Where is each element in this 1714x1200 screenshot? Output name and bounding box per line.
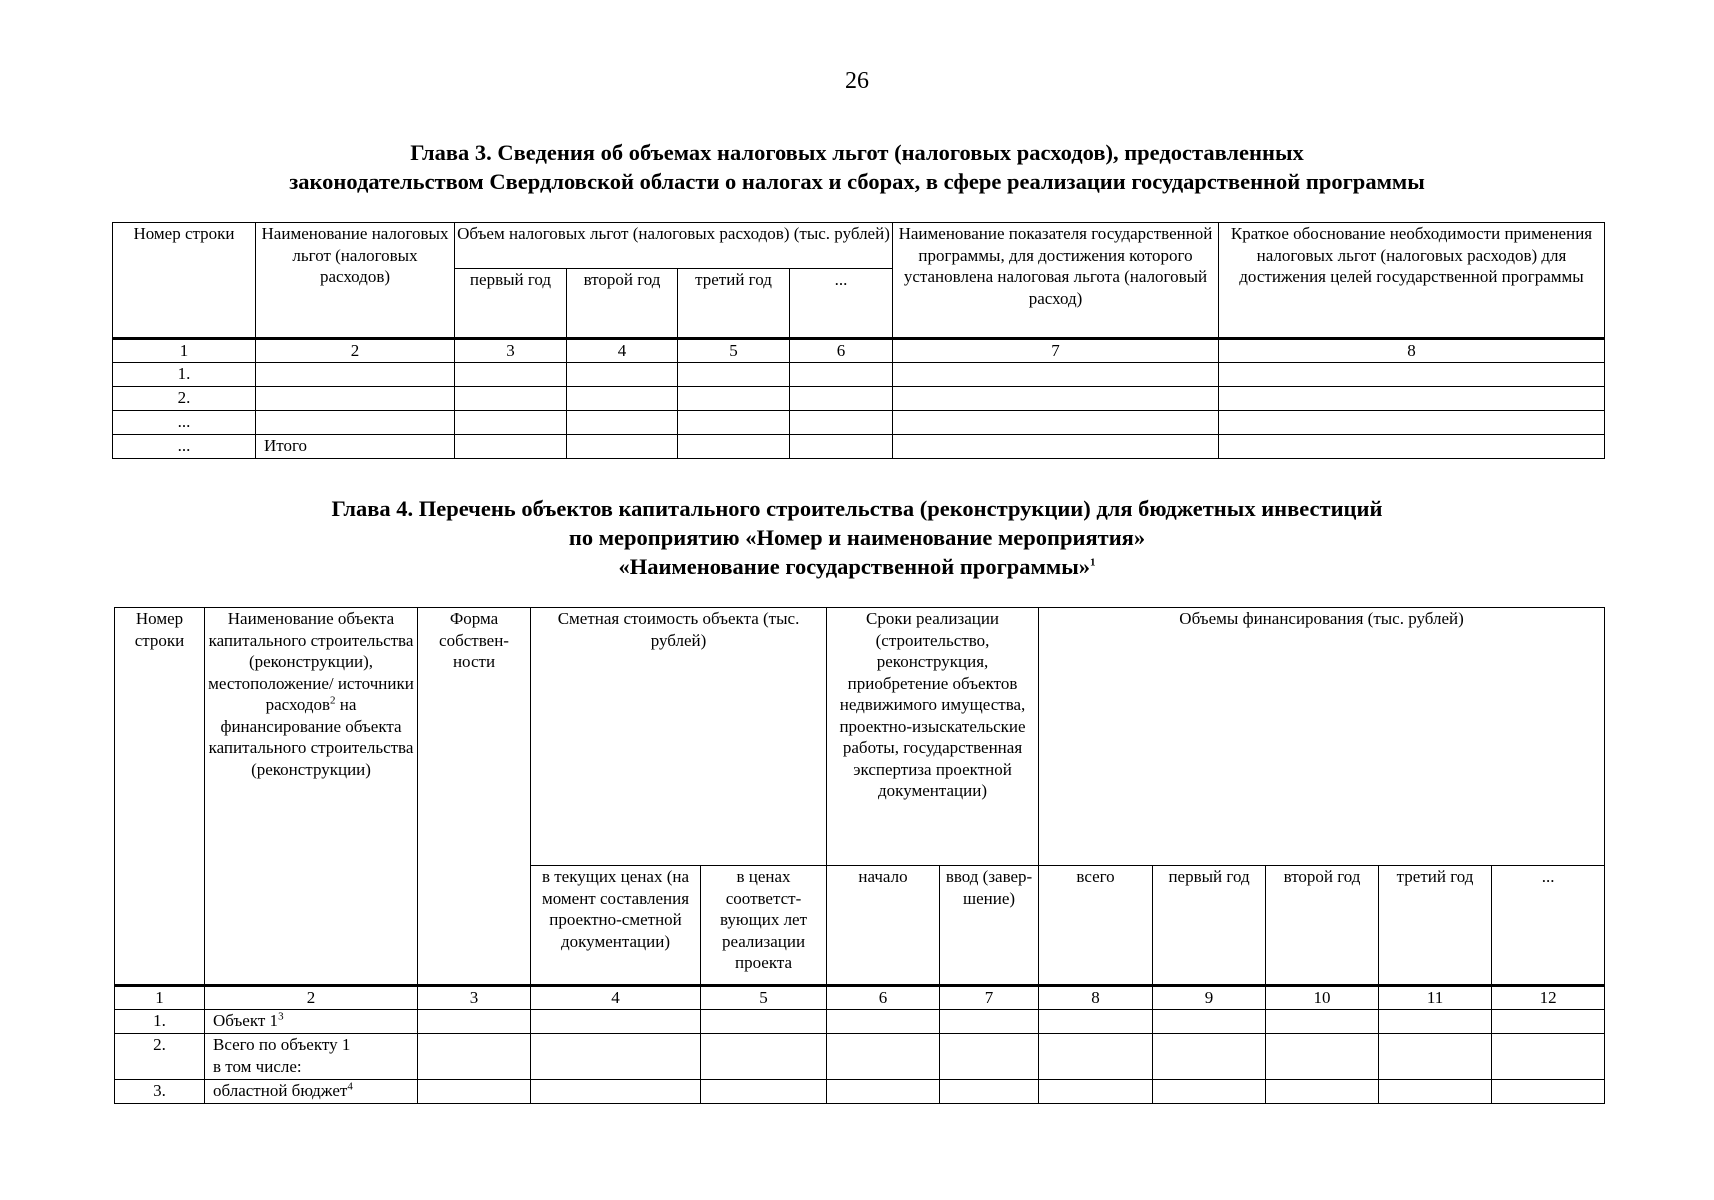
chapter4-title-line-2: по мероприятию «Номер и наименование мероприятия»: [568, 525, 1146, 550]
chapter3-title-line-2: законодательством Свердловской области о налогах и сборах, в сфере реализации государственной программы: [289, 169, 1425, 194]
row-number: 1.: [115, 1010, 205, 1034]
header-object-name-tail: на финансирование объекта капитального строительства (реконструкции): [208, 695, 414, 779]
header-total: всего: [1039, 866, 1153, 986]
footnote-mark: 4: [347, 1080, 353, 1093]
row-name: [205, 1034, 418, 1080]
header-year-1: первый год: [1153, 866, 1266, 986]
chapter3-title-line-1: Глава 3. Сведения об объемах налоговых льгот (налоговых расходов), предоставленных: [410, 140, 1304, 165]
column-number: 6: [827, 986, 940, 1010]
column-number: 12: [1492, 986, 1605, 1010]
chapter4-title-line-1: Глава 4. Перечень объектов капитального строительства (реконструкции) для бюджетных инвестиций: [331, 496, 1383, 521]
header-implementation-terms: Сроки реализации (строительство, реконструкция, приобретение объектов недвижимого имущества, проектно-изыскательские работы, государственная экспертиза проектной документации): [827, 608, 1039, 866]
row-number: 2.: [113, 387, 256, 411]
capital-construction-table: [114, 607, 1605, 1104]
row-name: [256, 363, 455, 387]
header-indicator: Наименование показателя государственной программы, для достижения которого установлена налоговая льгота (налоговый расход): [893, 223, 1219, 339]
column-number: 11: [1379, 986, 1492, 1010]
header-year-3: третий год: [1379, 866, 1492, 986]
column-number: 7: [893, 339, 1219, 363]
page-number: 26: [845, 68, 869, 94]
column-number: 6: [790, 339, 893, 363]
column-number: 2: [205, 986, 418, 1010]
chapter4-title: [0, 494, 1714, 581]
table-row: [115, 1080, 1605, 1104]
column-number: 8: [1039, 986, 1153, 1010]
row-name: [205, 1080, 418, 1104]
footnote-mark: 2: [330, 694, 336, 707]
header-row-number: Номер строки: [113, 223, 256, 339]
column-number: 4: [531, 986, 701, 1010]
header-benefit-volume: Объем налоговых льгот (налоговых расходов) (тыс. рублей): [455, 223, 893, 269]
header-row-number: Номер строки: [115, 608, 205, 986]
chapter4-title-line-3-text: «Наименование государственной программы»: [618, 554, 1091, 579]
table-row: [113, 411, 1605, 435]
row-name-subtext: в том числе:: [213, 1056, 302, 1076]
row-name: [256, 411, 455, 435]
row-name-text: Объект 1: [213, 1011, 279, 1030]
chapter4-title-line-3: [0, 552, 1714, 581]
column-number: 3: [455, 339, 567, 363]
column-number: 1: [115, 986, 205, 1010]
header-object-name: [205, 608, 418, 986]
row-number: 2.: [115, 1034, 205, 1080]
column-number: 9: [1153, 986, 1266, 1010]
header-year-prices: в ценах соответст-вующих лет реализации проекта: [701, 866, 827, 986]
header-ownership-form: Форма собствен-ности: [418, 608, 531, 986]
row-number: ...: [113, 435, 256, 459]
row-name-text: областной бюджет: [213, 1081, 348, 1100]
header-finish: ввод (завер-шение): [940, 866, 1039, 986]
header-financing-volumes: Объемы финансирования (тыс. рублей): [1039, 608, 1605, 866]
column-number: 3: [418, 986, 531, 1010]
header-current-prices: в текущих ценах (на момент составления проектно-сметной документации): [531, 866, 701, 986]
header-year-2: второй год: [567, 269, 678, 339]
column-number: 5: [701, 986, 827, 1010]
header-object-name-text: Наименование объекта капитального строительства (реконструкции), местоположение/ источники расходов: [208, 609, 414, 714]
table-row: [113, 435, 1605, 459]
column-number: 1: [113, 339, 256, 363]
table-row: [113, 387, 1605, 411]
tax-benefits-table: [112, 222, 1605, 459]
column-number: 10: [1266, 986, 1379, 1010]
column-number: 2: [256, 339, 455, 363]
row-name: [205, 1010, 418, 1034]
footnote-mark: 1: [1090, 556, 1096, 569]
header-more-years: ...: [1492, 866, 1605, 986]
table-row: [115, 1010, 1605, 1034]
column-number: 8: [1219, 339, 1605, 363]
header-benefit-name: Наименование налоговых льгот (налоговых расходов): [256, 223, 455, 339]
header-year-2: второй год: [1266, 866, 1379, 986]
header-justification: Краткое обоснование необходимости применения налоговых льгот (налоговых расходов) для достижения целей государственной программы: [1219, 223, 1605, 339]
table-row: [113, 363, 1605, 387]
row-number: 3.: [115, 1080, 205, 1104]
column-number: 5: [678, 339, 790, 363]
row-name: [256, 387, 455, 411]
column-number: 4: [567, 339, 678, 363]
row-number: 1.: [113, 363, 256, 387]
chapter3-title: [0, 138, 1714, 196]
header-year-1: первый год: [455, 269, 567, 339]
row-number: ...: [113, 411, 256, 435]
footnote-mark: 3: [278, 1010, 284, 1023]
header-more-years: ...: [790, 269, 893, 339]
row-name: Итого: [256, 435, 455, 459]
table-row: [115, 1034, 1605, 1080]
header-year-3: третий год: [678, 269, 790, 339]
column-number: 7: [940, 986, 1039, 1010]
header-estimated-cost: Сметная стоимость объекта (тыс. рублей): [531, 608, 827, 866]
row-name-text: Всего по объекту 1: [213, 1035, 351, 1054]
header-start: начало: [827, 866, 940, 986]
